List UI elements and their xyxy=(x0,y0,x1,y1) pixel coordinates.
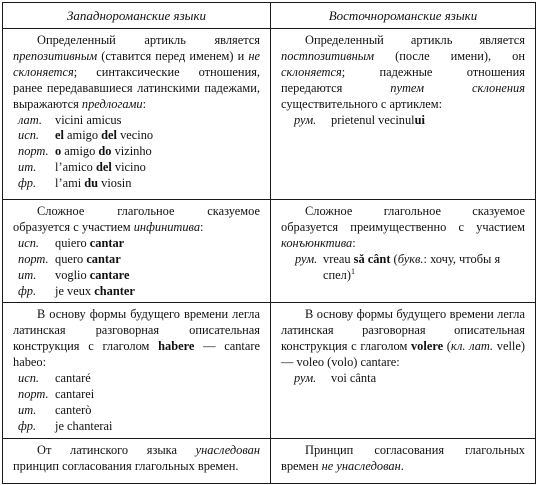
agreement-east-text: Принцип согласования глагольных времен не унаследован. xyxy=(281,442,525,473)
table-row-article xyxy=(3,29,536,200)
cell-east-agreement xyxy=(271,438,536,483)
example-row xyxy=(13,284,260,300)
example-text: canterò xyxy=(55,402,92,417)
example-lang: исп. xyxy=(18,235,39,250)
example-text: vreau să cânt (букв.: хочу, чтобы я спел)$^1$ xyxy=(323,251,501,282)
example-lang: рум. xyxy=(294,371,317,386)
table-row-future-tense xyxy=(3,303,536,438)
example-row xyxy=(13,268,260,284)
example-lang: фр. xyxy=(18,418,37,433)
example-text: quiero cantar xyxy=(55,235,125,250)
article-west-text: Определенный артикль является препозитивным (ставится перед именем) и не склоняется; синтаксические отношения, ранее передававшиеся латинскими падежами, выражаются предлогами: xyxy=(13,33,260,111)
example-lang: рум. xyxy=(295,251,318,266)
example-row xyxy=(13,252,260,268)
example-lang: ит. xyxy=(18,402,37,417)
example-lang: ит. xyxy=(18,267,37,282)
example-lang: исп. xyxy=(18,371,39,386)
example-text: el amigo del vecino xyxy=(55,128,154,143)
table-row-tense-agreement xyxy=(3,438,536,483)
example-row xyxy=(281,113,525,129)
cell-west-agreement xyxy=(3,438,271,483)
example-row xyxy=(13,371,260,387)
cell-west-predicate xyxy=(3,200,271,303)
agreement-west-text: От латинского языка унаследован принцип согласования глагольных времен. xyxy=(13,442,260,473)
example-lang: порт. xyxy=(18,144,49,159)
cell-west-future xyxy=(3,303,271,438)
example-text: je chanterai xyxy=(55,418,113,433)
example-text: l’ami du viosin xyxy=(55,176,132,191)
header-west-romance: Западнороманские языки xyxy=(3,3,271,29)
example-text: quero cantar xyxy=(55,251,121,266)
example-lang: лат. xyxy=(18,112,42,127)
example-lang: фр. xyxy=(18,176,37,191)
article-west-examples xyxy=(13,113,260,193)
example-lang: рум. xyxy=(294,112,317,127)
example-row xyxy=(281,252,525,284)
example-text: vicini amicus xyxy=(55,112,122,127)
future-east-text: В основу формы будущего времени легла латинская разговорная описательная конструкция с глаголом volere (кл. лат. velle) — voleo (volo) cantare: xyxy=(281,307,525,370)
cell-east-predicate xyxy=(271,200,536,303)
example-row xyxy=(13,176,260,192)
example-row xyxy=(13,113,260,129)
predicate-west-text: Сложное глагольное сказуемое образуется с участием инфинитива: xyxy=(13,204,260,234)
example-lang: порт. xyxy=(18,251,49,266)
table-row-compound-predicate xyxy=(3,200,536,303)
example-row xyxy=(13,128,260,144)
example-row xyxy=(13,144,260,160)
article-east-text: Определенный артикль является постпозитивным (после имени), он склоняется; падежные отношения передаются путем склонения существительного с артиклем: xyxy=(281,33,525,111)
example-lang: фр. xyxy=(18,283,37,298)
example-text: cantarei xyxy=(55,386,95,401)
example-text: voi cânta xyxy=(331,371,377,386)
comparison-table xyxy=(2,2,536,484)
cell-west-article xyxy=(3,29,271,200)
example-lang: порт. xyxy=(18,386,49,401)
example-text: l’amico del vicino xyxy=(55,160,146,175)
example-text: voglio cantare xyxy=(55,267,130,282)
example-text: je veux chanter xyxy=(55,283,135,298)
cell-east-article xyxy=(271,29,536,200)
example-row xyxy=(13,236,260,252)
future-west-text: В основу формы будущего времени легла латинская разговорная описательная конструкция с глаголом habere — cantare habeo: xyxy=(13,307,260,370)
header-east-romance: Восточнороманские языки xyxy=(271,3,536,29)
example-row xyxy=(13,160,260,176)
example-row xyxy=(13,387,260,403)
example-row xyxy=(13,419,260,435)
table-header-row xyxy=(3,3,536,29)
example-lang: исп. xyxy=(18,128,39,143)
example-row xyxy=(281,371,525,387)
predicate-east-text: Сложное глагольное сказуемое образуется преимущественно с участием конъюнктива: xyxy=(281,204,525,250)
cell-east-future xyxy=(271,303,536,438)
example-text: prietenul vecinului xyxy=(331,112,425,127)
example-row xyxy=(13,403,260,419)
example-text: o amigo do vizinho xyxy=(55,144,152,159)
example-text: cantaré xyxy=(55,371,91,386)
example-lang: ит. xyxy=(18,160,37,175)
